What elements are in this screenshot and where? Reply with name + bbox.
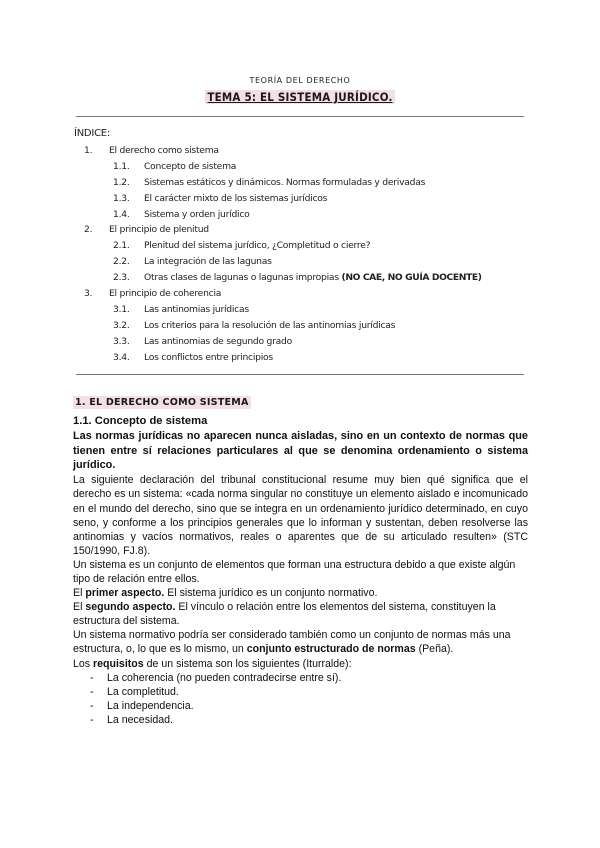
list-item-text: La coherencia (no pueden contradecirse entre sí). [107, 671, 342, 684]
toc-item [74, 207, 524, 223]
second-aspect-label: segundo aspecto. [85, 601, 176, 614]
toc-item-text: Las antinomias de segundo grado [144, 335, 292, 347]
toc-item-text: La integración de las lagunas [144, 256, 272, 268]
list-item [73, 671, 528, 685]
list-item [73, 699, 528, 713]
divider-top [76, 116, 524, 117]
normative-bold: conjunto estructurado de normas [246, 643, 416, 656]
normative-paragraph [73, 628, 528, 656]
toc-item-label [144, 191, 327, 207]
toc-item-label [144, 175, 425, 191]
toc-item-text: El principio de plenitud [109, 224, 209, 236]
dash-bullet: - [90, 671, 94, 684]
toc-item-number: 2.3. [113, 272, 130, 284]
list-item-text: La independencia. [107, 699, 194, 712]
toc-item-text: Los criterios para la resolución de las antinomias jurídicas [144, 319, 396, 331]
tema-title-wrapper [0, 88, 600, 106]
toc-item-label [144, 254, 272, 270]
requisites-paragraph [73, 657, 528, 671]
toc-item-text: Sistemas estáticos y dinámicos. Normas formuladas y derivadas [144, 176, 426, 188]
list-item-text: La necesidad. [107, 713, 173, 726]
toc-item-number: 1.4. [113, 208, 130, 220]
toc-item-label [144, 207, 250, 223]
toc-item-text: Otras clases de lagunas o lagunas impropias [144, 272, 339, 284]
subsection-heading: 1.1. Concepto de sistema [73, 415, 208, 427]
toc-item-number: 3.1. [113, 303, 130, 315]
toc-item-text: Concepto de sistema [144, 160, 237, 172]
requisites-bold: requisitos [93, 657, 144, 670]
toc-item-number: 3.3. [113, 335, 130, 347]
requisites-after: de un sistema son los siguientes (Iturralde): [143, 657, 352, 670]
normative-before: Un sistema normativo podría ser considerado también como un conjunto de normas más una estructura, o, lo que es lo mismo, un [73, 629, 511, 656]
toc-item-number: 3.2. [113, 319, 130, 331]
toc-item [74, 302, 524, 318]
list-item [73, 713, 528, 727]
dash-bullet: - [90, 699, 94, 712]
toc-item-label [144, 238, 370, 254]
second-aspect-prefix: El [73, 601, 86, 614]
toc-item-text: Los conflictos entre principios [144, 351, 273, 363]
toc-item-text: Las antinomias jurídicas [144, 303, 249, 315]
toc-item-label [109, 286, 221, 302]
toc-item-label [144, 159, 236, 175]
toc-item [74, 350, 524, 366]
toc-item [74, 254, 524, 270]
list-item [73, 685, 528, 699]
lead-paragraph: Las normas jurídicas no aparecen nunca aisladas, sino en un contexto de normas que tienen entre sí relaciones particulares al que se denomina ordenamiento o sistema jurídico. [73, 430, 528, 471]
subject-title: TEORÍA DEL DERECHO [249, 76, 351, 85]
toc-item-label [144, 334, 292, 350]
toc-item-text: El carácter mixto de los sistemas jurídicos [144, 192, 328, 204]
toc-item [74, 238, 524, 254]
toc-heading: ÍNDICE: [74, 128, 110, 139]
requisites-list [73, 671, 528, 727]
toc-item-text: Sistema y orden jurídico [144, 208, 250, 220]
normative-after: (Peña). [415, 643, 454, 656]
tema-title: TEMA 5: EL SISTEMA JURÍDICO. [207, 90, 393, 104]
toc-item-number: 2. [84, 224, 93, 236]
divider-bottom [76, 374, 524, 375]
requisites-before: Los [73, 657, 94, 670]
toc-list [74, 143, 524, 365]
toc-item [74, 334, 524, 350]
toc-item-note: (NO CAE, NO GUÍA DOCENTE) [341, 272, 482, 284]
section-heading: 1. EL DERECHO COMO SISTEMA [75, 397, 249, 408]
toc-item-number: 1.3. [113, 192, 130, 204]
toc-item-number: 3. [84, 288, 93, 300]
second-aspect-paragraph [73, 600, 528, 628]
toc-item-label [144, 270, 482, 286]
quote-paragraph: La siguiente declaración del tribunal constitucional resume muy bien qué significa que el derecho es un sistema: «cada norma singular no constituye un elemento aislado e incomunicado en el mundo del derecho, sino que se integra en un ordenamiento jurídico determinado, en cuyo seno, y conforme a los principios generales que lo informan y sustentan, deben resolverse las antinomias y vacíos normativos, reales o aparentes que de su articulado resulten» (STC 150/1990, FJ.8). [73, 474, 528, 557]
toc-item-label [109, 143, 219, 159]
section-content [73, 414, 528, 727]
toc-item-text: El principio de coherencia [109, 288, 222, 300]
toc-item-label [144, 318, 395, 334]
toc-item-number: 1.2. [113, 176, 130, 188]
toc-item [74, 175, 524, 191]
first-aspect-prefix: El [73, 587, 86, 600]
toc-item-label [144, 350, 273, 366]
second-aspect-text: El vínculo o relación entre los elementos del sistema, constituyen la estructura del sistema. [73, 601, 496, 628]
toc-item [74, 286, 524, 302]
list-item-text: La completitud. [107, 685, 179, 698]
toc-item-text: Plenitud del sistema jurídico, ¿Completitud o cierre? [144, 240, 371, 252]
toc-item [74, 143, 524, 159]
definition-paragraph: Un sistema es un conjunto de elementos que forman una estructura debido a que existe algún tipo de relación entre ellos. [73, 558, 516, 585]
toc-item [74, 222, 524, 238]
dash-bullet: - [90, 713, 94, 726]
toc-item-number: 2.2. [113, 256, 130, 268]
toc-item-number: 2.1. [113, 240, 130, 252]
toc-item [74, 318, 524, 334]
toc-item-number: 1. [84, 145, 93, 156]
toc-item-text: El derecho como sistema [109, 145, 219, 156]
toc-item [74, 191, 524, 207]
toc-item-label [109, 222, 209, 238]
toc-item [74, 270, 524, 286]
first-aspect-label: primer aspecto. [85, 587, 165, 600]
table-of-contents [74, 128, 524, 365]
toc-item-number: 1.1. [113, 160, 130, 172]
toc-item-label [144, 302, 249, 318]
first-aspect-text: El sistema jurídico es un conjunto normativo. [164, 587, 378, 600]
first-aspect-paragraph [73, 586, 528, 600]
toc-item-number: 3.4. [113, 351, 130, 363]
dash-bullet: - [90, 685, 94, 698]
toc-item [74, 159, 524, 175]
